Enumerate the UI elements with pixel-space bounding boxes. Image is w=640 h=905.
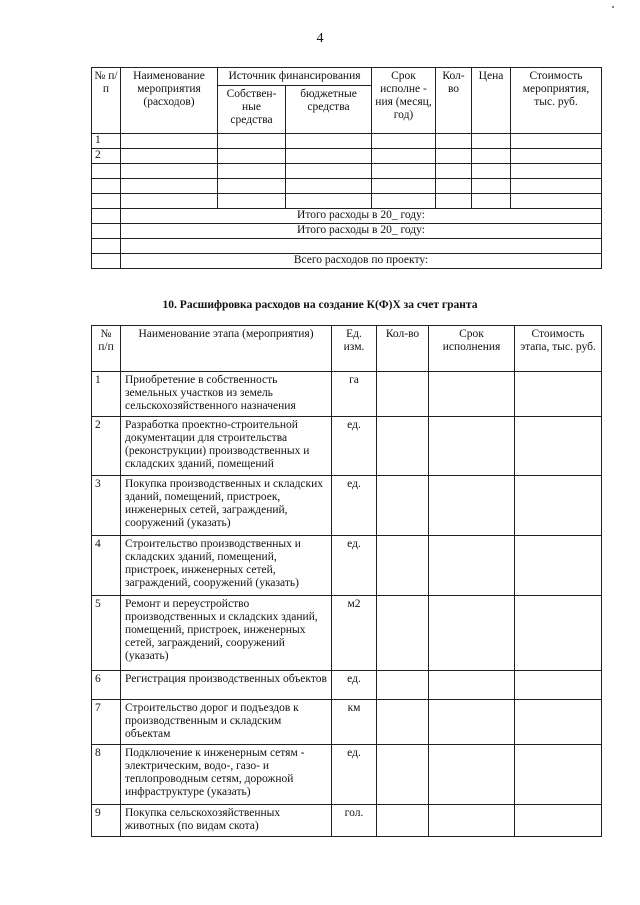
- header-source: Источник финансирования: [218, 68, 372, 86]
- header-budget: бюджетные средства: [286, 86, 372, 134]
- table-row: [92, 164, 602, 179]
- header-name: Наименование мероприятия (расходов): [121, 68, 218, 134]
- expenses-table: [91, 67, 602, 269]
- total-row: [92, 254, 602, 269]
- row-name: Покупка производственных и складских зданий, помещений, пристроек, инженерных сетей, заграждений, сооружений (указать): [121, 476, 332, 536]
- row-unit: ед.: [332, 745, 377, 805]
- row-unit: га: [332, 372, 377, 417]
- header-unit: Ед. изм.: [332, 326, 377, 372]
- header-term: Срок исполне - ния (месяц, год): [372, 68, 436, 134]
- row-unit: ед.: [332, 476, 377, 536]
- page-number: 4: [316, 31, 324, 46]
- header-qty: Кол-во: [377, 326, 429, 372]
- header-term: Срок исполнения: [429, 326, 515, 372]
- table-row: [92, 805, 602, 837]
- row-unit: м2: [332, 596, 377, 671]
- row-name: Строительство производственных и складских зданий, помещений, пристроек, инженерных сетей, заграждений, сооружений (указать): [121, 536, 332, 596]
- total-row: [92, 209, 602, 224]
- table-row: [92, 372, 602, 417]
- table-row: [92, 417, 602, 476]
- row-name: Покупка сельскохозяйственных животных (по видам скота): [121, 805, 332, 837]
- row-num: 7: [92, 700, 121, 745]
- table-row: [92, 179, 602, 194]
- row-name: Регистрация производственных объектов: [121, 671, 332, 700]
- row-name: Разработка проектно-строительной документации для строительства (реконструкции) производственных и складских зданий, помещений: [121, 417, 332, 476]
- scan-speck: [612, 6, 614, 8]
- row-unit: гол.: [332, 805, 377, 837]
- row-num: 2: [92, 149, 121, 164]
- row-name: Строительство дорог и подъездов к производственным и складским объектам: [121, 700, 332, 745]
- header-own: Собствен- ные средства: [218, 86, 286, 134]
- section-title: 10. Расшифровка расходов на создание К(Ф)Х за счет гранта: [162, 299, 478, 311]
- header-name: Наименование этапа (мероприятия): [121, 326, 332, 372]
- table-row: [92, 194, 602, 209]
- row-unit: ед.: [332, 671, 377, 700]
- total-label: Итого расходы в 20_ году:: [121, 209, 602, 224]
- table-row: [92, 476, 602, 536]
- grant-expenses-table: [91, 325, 602, 837]
- header-price: Цена: [472, 68, 511, 134]
- header-num: № п/п: [92, 68, 121, 134]
- header-cost: Стоимость этапа, тыс. руб.: [515, 326, 602, 372]
- table-row: [92, 671, 602, 700]
- row-num: 4: [92, 536, 121, 596]
- header-cost: Стоимость мероприятия, тыс. руб.: [511, 68, 602, 134]
- row-unit: ед.: [332, 536, 377, 596]
- total-row: [92, 224, 602, 239]
- table-row: [92, 149, 602, 164]
- table-row: [92, 596, 602, 671]
- table-row: [92, 239, 602, 254]
- table-row: [92, 134, 602, 149]
- grand-total-label: Всего расходов по проекту:: [121, 254, 602, 269]
- row-num: 3: [92, 476, 121, 536]
- table-row: [92, 536, 602, 596]
- row-num: 5: [92, 596, 121, 671]
- row-num: 8: [92, 745, 121, 805]
- row-num: 9: [92, 805, 121, 837]
- row-unit: ед.: [332, 417, 377, 476]
- row-num: 1: [92, 372, 121, 417]
- row-name: Подключение к инженерным сетям - электрическим, водо-, газо- и теплопроводным сетям, дорожной инфраструктуре (указать): [121, 745, 332, 805]
- table-row: [92, 745, 602, 805]
- total-label: Итого расходы в 20_ году:: [121, 224, 602, 239]
- header-qty: Кол- во: [436, 68, 472, 134]
- row-name: Приобретение в собственность земельных участков из земель сельскохозяйственного назначения: [121, 372, 332, 417]
- row-num: 2: [92, 417, 121, 476]
- row-num: 6: [92, 671, 121, 700]
- table-row: [92, 700, 602, 745]
- row-unit: км: [332, 700, 377, 745]
- header-num: № п/п: [92, 326, 121, 372]
- row-num: 1: [92, 134, 121, 149]
- row-name: Ремонт и переустройство производственных и складских зданий, помещений, пристроек, инженерных сетей, заграждений, сооружений (указать): [121, 596, 332, 671]
